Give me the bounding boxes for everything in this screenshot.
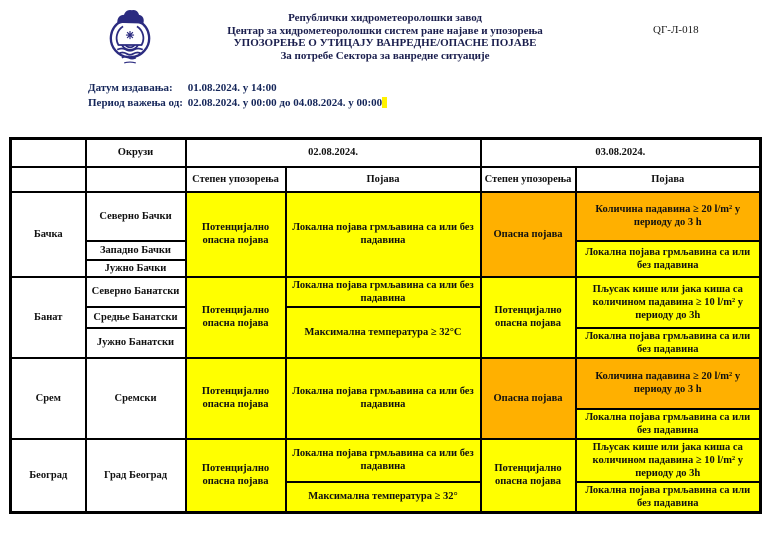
region-banat: Банат bbox=[11, 277, 86, 358]
district-zapadno-backi: Западно Бачки bbox=[86, 241, 186, 260]
subheader-level-d2: Степен упозорења bbox=[481, 167, 576, 192]
district-juzno-banatski: Јужно Банатски bbox=[86, 328, 186, 358]
subheader-event-d1: Појава bbox=[286, 167, 481, 192]
doc-subtitle: За потребе Сектора за ванредне ситуације bbox=[280, 49, 490, 62]
table-row bbox=[11, 192, 761, 241]
district-srednje-banatski: Средње Банатски bbox=[86, 307, 186, 328]
subheader-level-d1: Степен упозорења bbox=[186, 167, 286, 192]
level-srem-d2: Опасна појава bbox=[481, 358, 576, 439]
warning-table bbox=[9, 137, 762, 514]
event-beograd-d2-1: Пљусак кише или јака киша са количином падавина ≥ 10 l/m² у периоду до 3h bbox=[576, 439, 761, 482]
region-srem: Срем bbox=[11, 358, 86, 439]
validity-value: 02.08.2024. у 00:00 до 04.08.2024. у 00:00 bbox=[187, 97, 383, 109]
col-header-okruzi: Окрузи bbox=[86, 139, 186, 167]
subheader-event-d2: Појава bbox=[576, 167, 761, 192]
level-beograd-d1: Потенцијално опасна појава bbox=[186, 439, 286, 513]
issue-date-row bbox=[88, 81, 387, 96]
document-header bbox=[120, 12, 650, 62]
empty-cell bbox=[11, 139, 86, 167]
issue-date-value: 01.08.2024. у 14:00 bbox=[187, 82, 277, 94]
form-code: QГ-Л-018 bbox=[653, 24, 699, 36]
event-srem-d2-1: Количина падавина ≥ 20 l/m² у периоду до 3 h bbox=[576, 358, 761, 409]
validity-period-row bbox=[88, 96, 387, 111]
event-beograd-d1-2: Максимална температура ≥ 32° bbox=[286, 482, 481, 513]
doc-title: УПОЗОРЕЊЕ О УТИЦАЈУ ВАНРЕДНЕ/ОПАСНЕ ПОЈАВЕ bbox=[233, 37, 537, 49]
event-beograd-d2-2: Локална појава грмљавина са или без падавина bbox=[576, 482, 761, 513]
event-banat-d2-1: Пљусак кише или јака киша са количином падавина ≥ 10 l/m² у периоду до 3h bbox=[576, 277, 761, 328]
level-backa-d1: Потенцијално опасна појава bbox=[186, 192, 286, 277]
region-backa: Бачка bbox=[11, 192, 86, 277]
text-cursor-highlight bbox=[382, 97, 387, 108]
empty-cell bbox=[86, 167, 186, 192]
date-block bbox=[88, 81, 387, 111]
event-banat-d1-2: Максимална температура ≥ 32°C bbox=[286, 307, 481, 358]
issue-date-label: Датум издавања: bbox=[88, 82, 173, 94]
event-backa-d2-2: Локална појава грмљавина са или без падавина bbox=[576, 241, 761, 277]
table-row bbox=[11, 277, 761, 307]
table-header-row-sub bbox=[11, 167, 761, 192]
level-banat-d1: Потенцијално опасна појава bbox=[186, 277, 286, 358]
event-srem-d1: Локална појава грмљавина са или без падавина bbox=[286, 358, 481, 439]
district-sremski: Сремски bbox=[86, 358, 186, 439]
validity-label: Период важења од: bbox=[88, 97, 183, 109]
col-header-date-2: 03.08.2024. bbox=[481, 139, 761, 167]
table-header-row-dates bbox=[11, 139, 761, 167]
level-srem-d1: Потенцијално опасна појава bbox=[186, 358, 286, 439]
event-backa-d1: Локална појава грмљавина са или без падавина bbox=[286, 192, 481, 277]
event-banat-d1-1: Локална појава грмљавина са или без падавина bbox=[286, 277, 481, 307]
district-severno-banatski: Северно Банатски bbox=[86, 277, 186, 307]
level-backa-d2: Опасна појава bbox=[481, 192, 576, 277]
event-beograd-d1-1: Локална појава грмљавина са или без падавина bbox=[286, 439, 481, 482]
org-name: Републички хидрометеоролошки завод bbox=[288, 12, 482, 24]
district-juzno-backi: Јужно Бачки bbox=[86, 260, 186, 277]
event-banat-d2-2: Локална појава грмљавина са или без падавина bbox=[576, 328, 761, 358]
event-backa-d2-1: Количина падавина ≥ 20 l/m² у периоду до 3 h bbox=[576, 192, 761, 241]
event-srem-d2-2: Локална појава грмљавина са или без падавина bbox=[576, 409, 761, 439]
district-grad-beograd: Град Београд bbox=[86, 439, 186, 513]
col-header-date-1: 02.08.2024. bbox=[186, 139, 481, 167]
region-beograd: Београд bbox=[11, 439, 86, 513]
table-row bbox=[11, 439, 761, 482]
center-name: Центар за хидрометеоролошки систем ране најаве и упозорења bbox=[227, 24, 543, 37]
district-severno-backi: Северно Бачки bbox=[86, 192, 186, 241]
empty-cell bbox=[11, 167, 86, 192]
level-beograd-d2: Потенцијално опасна појава bbox=[481, 439, 576, 513]
table-row bbox=[11, 358, 761, 409]
level-banat-d2: Потенцијално опасна појава bbox=[481, 277, 576, 358]
